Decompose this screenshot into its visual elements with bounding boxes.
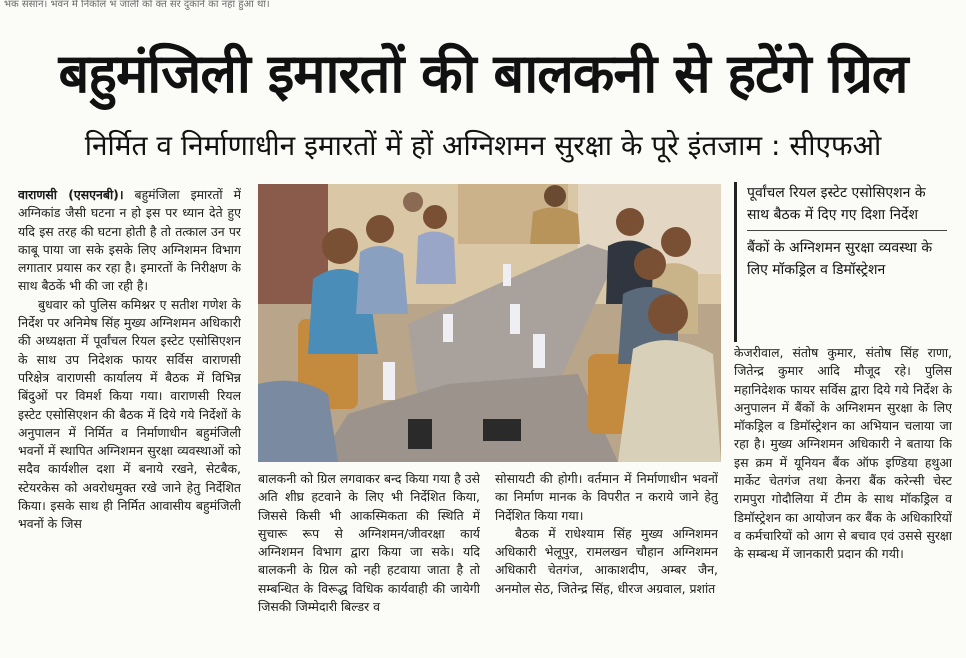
- headline: बहुमंजिली इमारतों की बालकनी से हटेंगे ग्रिल: [58, 42, 908, 105]
- article-column-2: [258, 470, 480, 645]
- photo-bottle: [503, 264, 511, 286]
- article-paragraph: बुधवार को पुलिस कमिश्नर ए सतीश गणेश के निर्देश पर अनिमेष सिंह मुख्य अग्निशमन अधिकारी की अध्यक्षता में पूर्वांचल रियल इस्टेट एसोसिएशन के साथ उप निदेशक फायर सर्विस वाराणसी परिक्षेत्र वाराणसी कार्यालय में बैठक में विभिन्न बिंदुओं पर विमर्श किया गया। वाराणसी रियल इस्टेट एसोसिएशन की बैठक में दिये गये निर्देशों के अनुपालन में निर्मित व निर्माणाधीन बहुमंजिली भवनों में स्थापित अग्निशमन सुरक्षा व्यवस्थाओं को सदैव कार्यशील दशा में बनाये रखने, सेटबैक, स्टेयरकेस को अवरोधमुक्त रखे जाने हेतु निर्देशित किया। इसके साथ ही निर्मित आवासीय बहुमंजिली भवनों के जिस: [18, 296, 241, 532]
- meeting-photo: [258, 184, 721, 462]
- paragraph-text: बहुमंजिला इमारतों में अग्निकांड जैसी घटना न हो इस पर ध्यान देते हुए यदि इस तरह की घटना होती है तो तत्काल उन पर काबू पाया जा सके इसके लिए अग्निशमन विभाग लगातार प्रयास कर रहा है। इमारतों के निरीक्षण के साथ बैठकें भी की जा रही है।: [18, 187, 241, 294]
- photo-person-head: [544, 185, 566, 207]
- sidebar-heading-1: पूर्वांचल रियल इस्टेट एसोसिएशन के साथ बैठक में दिए गए दिशा निर्देश: [747, 185, 926, 223]
- photo-person-head: [423, 205, 447, 229]
- article-paragraph: केजरीवाल, संतोष कुमार, संतोष सिंह राणा, जितेन्द्र कुमार आदि मौजूद रहे। पुलिस महानिदेशक फायर सर्विस द्वारा दिये गये निर्देश के अनुपालन में बैंकों के अग्निशमन सुरक्षा के लिए मॉकड्रिल व डिमॉस्ट्रेशन का अभियान चलाया जा रहा है। मुख्य अग्निशमन अधिकारी ने बताया कि इस क्रम में यूनियन बैंक ऑफ इण्डिया हथुआ मार्केट चेतगंज तथा केनरा बैंक करेन्सी चेस्ट रामपुरा गोदौलिया में टीम के साथ मॉकड्रिल व डिमॉस्ट्रेशन का आयोजन कर बैंक के अधिकारियों व कर्मचारियों को आग से बचाव एवं उससे सुरक्षा के सम्बन्ध में जानकारी प्रदान की गयी।: [734, 345, 952, 562]
- previous-article-strip: भक संसान। भवन में निकोल भ जाली को क्त सर दुकाने का नहा हुआ था।: [4, 0, 270, 10]
- photo-person-head: [322, 228, 358, 264]
- sidebar-highlights: [734, 182, 952, 342]
- photo-person-head: [648, 294, 688, 334]
- sidebar-heading-2: बैंकों के अग्निशमन सुरक्षा व्यवस्था के लिए मॉकड्रिल व डिमॉस्ट्रेशन: [747, 240, 933, 278]
- article-column-4: [734, 344, 952, 644]
- photo-person-head: [661, 227, 691, 257]
- article-column-1: [18, 186, 241, 644]
- article-paragraph: सोसायटी की होगी। वर्तमान में निर्माणाधीन भवनों का निर्माण मानक के विपरीत न कराये जाने हेतु निर्देशित किया गया।: [495, 471, 718, 523]
- photo-person-body: [416, 231, 456, 284]
- photo-phone: [408, 419, 432, 449]
- article-column-3: [495, 470, 718, 645]
- article-paragraph: बैठक में राधेश्याम सिंह मुख्य अग्निशमन अधिकारी भेलूपुर, रामलखन चौहान अग्निशमन अधिकारी चेतगंज, आकाशदीप, अम्बर जैन, अनमोल सेठ, जितेन्द्र सिंह, धीरज अग्रवाल, प्रशांत: [495, 525, 718, 596]
- article-paragraph: बालकनी को ग्रिल लगवाकर बन्द किया गया है उसे अति शीघ्र हटवाने के लिए भी निर्देशित किया, जिससे किसी भी आकस्मिकता की स्थिति में सुचारू रूप से अग्निशमन/जीवरक्षा कार्य अग्निशमन विभाग द्वारा किया जा सके। यदि बालकनी के ग्रिल को नही हटवाया जाता है तो सम्बन्धित के विरूद्ध विधिक कार्यवाही की जायेगी जिसकी जिम्मेदारी बिल्डर व: [258, 471, 480, 615]
- photo-person-head: [634, 248, 666, 280]
- sidebar-divider: [747, 230, 947, 231]
- photo-bottle: [533, 334, 545, 368]
- article-paragraph: [18, 186, 241, 296]
- photo-person-body: [530, 207, 580, 244]
- meeting-photo-illustration: [258, 184, 721, 462]
- photo-person-head: [366, 215, 394, 243]
- photo-bottle: [443, 314, 453, 342]
- dateline: वाराणसी (एसएनबी)।: [18, 187, 124, 202]
- photo-person-head: [616, 208, 644, 236]
- photo-bottle: [510, 304, 520, 334]
- photo-person-head: [403, 192, 423, 212]
- photo-phone: [483, 419, 521, 441]
- photo-bottle: [383, 362, 395, 400]
- photo-person-body: [618, 340, 721, 462]
- photo-person-body: [258, 381, 338, 462]
- subheadline: निर्मित व निर्माणाधीन इमारतों में हों अग्निशमन सुरक्षा के पूरे इंतजाम : सीएफओ: [84, 129, 882, 162]
- photo-person-body: [356, 246, 408, 314]
